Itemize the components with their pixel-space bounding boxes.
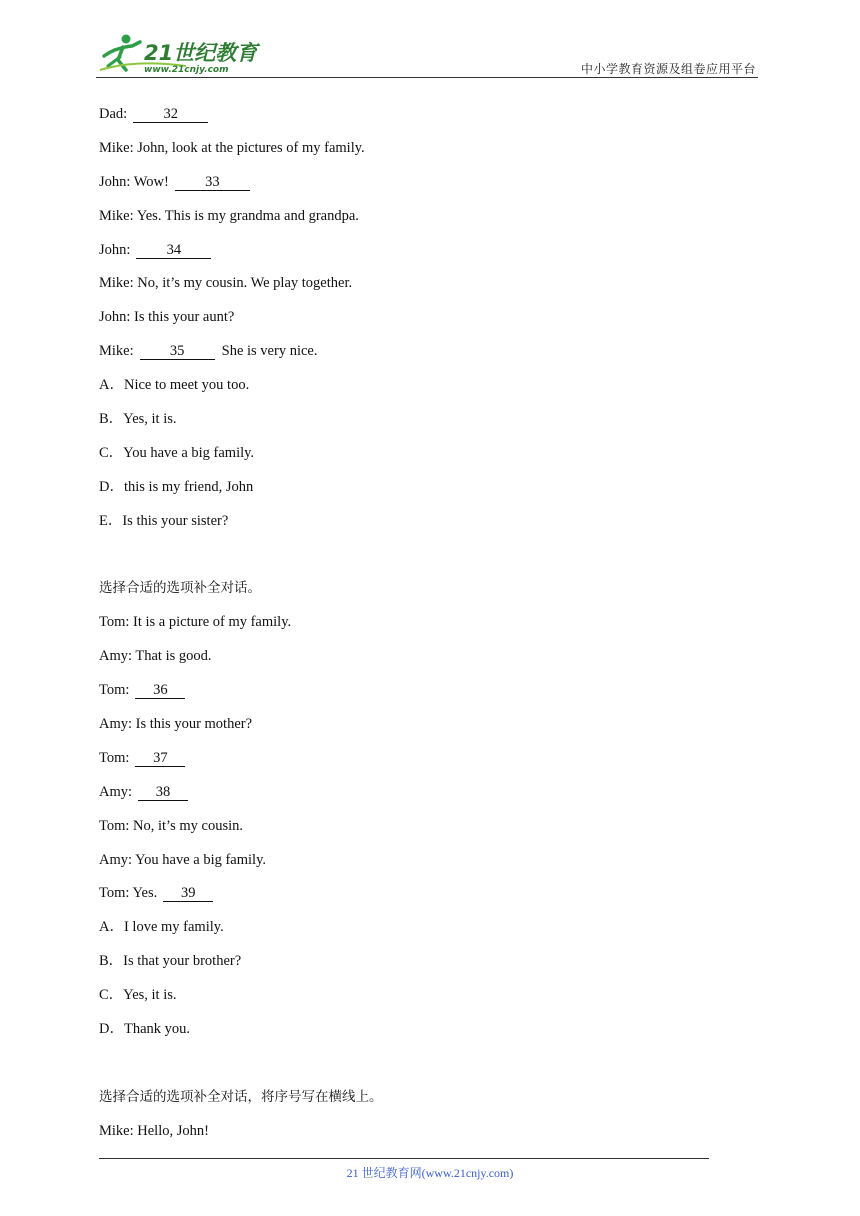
speaker-text: John: Wow! [99,173,169,190]
answer-blank[interactable]: 34 [136,242,211,259]
line-text: E．Is this your sister? [99,512,229,529]
footer-text: 21 世纪教育网(www.21cnjy.com) [346,1166,514,1180]
line-text: B．Is that your brother? [99,953,242,970]
answer-blank[interactable]: 38 [138,784,188,801]
dialogue-line [99,375,719,395]
dialogue-line [99,1121,719,1141]
dialogue-line [99,816,719,836]
speaker-text: Tom: Yes. [99,885,158,902]
dialogue-line [99,850,719,870]
speaker-text: Amy: [99,783,133,800]
dialogue-line [99,646,719,666]
answer-blank[interactable]: 35 [140,343,215,360]
line-text: C．You have a big family. [99,444,255,461]
section-gap [99,545,719,579]
speaker-text: John: [99,241,131,258]
line-text: Tom: No, it’s my cousin. [99,817,243,834]
line-text: Tom: It is a picture of my family. [99,614,292,631]
dialogue-line [99,578,719,598]
svg-text:21世纪教育: 21世纪教育 [144,41,258,65]
line-text: B．Yes, it is. [99,411,177,428]
page-header [96,30,758,78]
line-text: Amy: That is good. [99,648,212,665]
logo [96,30,266,76]
dialogue-line [99,443,719,463]
speaker-text: Tom: [99,749,130,766]
answer-blank[interactable]: 39 [163,885,213,902]
svg-text:www.21cnjy.com: www.21cnjy.com [144,65,229,75]
line-text: Mike: No, it’s my cousin. We play together. [99,275,353,292]
line-text: C．Yes, it is. [99,987,177,1004]
answer-blank[interactable]: 33 [175,174,250,191]
line-text: Amy: You have a big family. [99,851,267,868]
header-divider [96,77,758,78]
dialogue-line [99,612,719,632]
dialogue-line-with-blank [99,883,719,903]
dialogue-line [99,511,719,531]
worksheet-content [99,104,719,1154]
line-text: A．I love my family. [99,919,224,936]
line-text: 选择合适的选项补全对话。 [99,580,261,597]
line-text: Mike: Hello, John! [99,1122,209,1139]
header-title: 中小学教育资源及组卷应用平台 [580,62,756,76]
dialogue-line-with-blank [99,104,719,124]
dialogue-line [99,409,719,429]
dialogue-line-with-blank [99,172,719,192]
trailing-text: She is very nice. [221,343,318,360]
speaker-text: Mike: [99,343,134,360]
dialogue-line-with-blank [99,782,719,802]
line-text: 选择合适的选项补全对话，将序号写在横线上。 [99,1088,383,1105]
line-text: D．Thank you. [99,1020,191,1037]
line-text: Mike: John, look at the pictures of my family. [99,139,365,156]
dialogue-line [99,477,719,497]
line-text: Amy: Is this your mother? [99,715,253,732]
answer-blank[interactable]: 37 [135,750,185,767]
dialogue-line [99,206,719,226]
speaker-text: Tom: [99,682,130,699]
dialogue-line [99,714,719,734]
answer-blank[interactable]: 36 [135,682,185,699]
dialogue-line [99,1087,719,1107]
line-text: Mike: Yes. This is my grandma and grandpa. [99,207,359,224]
dialogue-line [99,985,719,1005]
dialogue-line [99,138,719,158]
line-text: A．Nice to meet you too. [99,377,250,394]
speaker-text: Dad: [99,106,128,122]
line-text: D．this is my friend, John [99,478,254,495]
dialogue-line [99,307,719,327]
dialogue-line [99,917,719,937]
dialogue-line-with-blank [99,680,719,700]
dialogue-line-with-blank [99,341,719,361]
dialogue-line [99,273,719,293]
answer-blank[interactable]: 32 [133,106,208,123]
line-text: John: Is this your aunt? [99,309,235,326]
footer-divider [99,1158,709,1159]
dialogue-line [99,1019,719,1039]
dialogue-line [99,951,719,971]
dialogue-line-with-blank [99,748,719,768]
dialogue-line-with-blank [99,240,719,260]
section-gap [99,1053,719,1087]
